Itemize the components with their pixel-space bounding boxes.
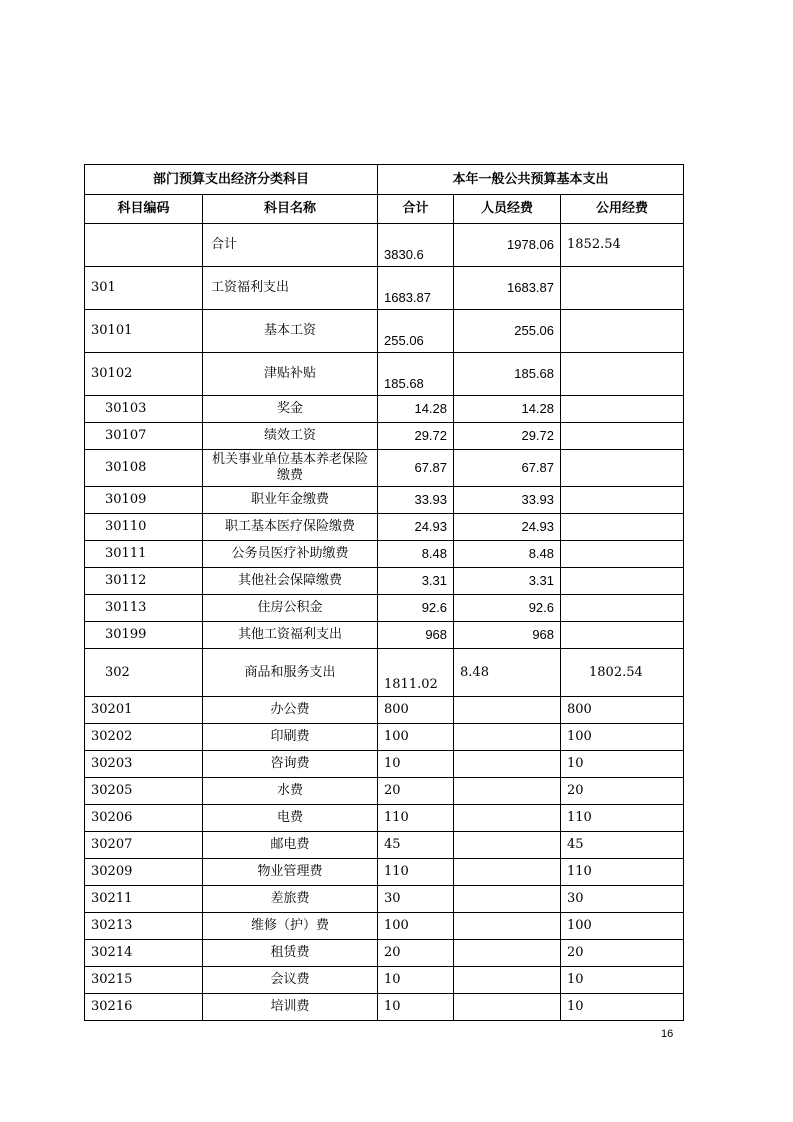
row-personnel: 92.6 bbox=[454, 595, 561, 622]
row-public: 20 bbox=[561, 940, 684, 967]
row-public bbox=[561, 487, 684, 514]
row-personnel bbox=[454, 778, 561, 805]
row-public: 110 bbox=[561, 859, 684, 886]
row-name: 印刷费 bbox=[203, 724, 378, 751]
row-code: 30216 bbox=[85, 994, 203, 1021]
table-row bbox=[85, 267, 684, 310]
row-public bbox=[561, 450, 684, 487]
row-code: 30109 bbox=[85, 487, 203, 514]
row-total: 92.6 bbox=[378, 595, 454, 622]
row-name: 电费 bbox=[203, 805, 378, 832]
row-public: 30 bbox=[561, 886, 684, 913]
row-total: 110 bbox=[378, 859, 454, 886]
header-basic-expenditure: 本年一般公共预算基本支出 bbox=[378, 165, 684, 195]
row-name: 办公费 bbox=[203, 697, 378, 724]
table-row bbox=[85, 487, 684, 514]
row-name: 合计 bbox=[203, 224, 378, 267]
table-row bbox=[85, 224, 684, 267]
page-number: 16 bbox=[661, 1028, 674, 1040]
row-name: 商品和服务支出 bbox=[203, 649, 378, 697]
row-code: 30201 bbox=[85, 697, 203, 724]
row-total: 968 bbox=[378, 622, 454, 649]
column-header-public: 公用经费 bbox=[561, 195, 684, 224]
row-personnel bbox=[454, 697, 561, 724]
row-total: 3.31 bbox=[378, 568, 454, 595]
row-total: 30 bbox=[378, 886, 454, 913]
row-name: 水费 bbox=[203, 778, 378, 805]
row-code: 30213 bbox=[85, 913, 203, 940]
table-row bbox=[85, 724, 684, 751]
row-total: 1683.87 bbox=[378, 267, 454, 310]
row-name: 职工基本医疗保险缴费 bbox=[203, 514, 378, 541]
table-row bbox=[85, 622, 684, 649]
row-name: 咨询费 bbox=[203, 751, 378, 778]
row-total: 10 bbox=[378, 967, 454, 994]
row-total: 20 bbox=[378, 778, 454, 805]
row-total: 14.28 bbox=[378, 396, 454, 423]
row-personnel bbox=[454, 994, 561, 1021]
row-personnel: 8.48 bbox=[454, 541, 561, 568]
row-public bbox=[561, 595, 684, 622]
row-name: 会议费 bbox=[203, 967, 378, 994]
row-personnel bbox=[454, 751, 561, 778]
table-row bbox=[85, 967, 684, 994]
row-total: 45 bbox=[378, 832, 454, 859]
row-code: 30207 bbox=[85, 832, 203, 859]
row-name: 津贴补贴 bbox=[203, 353, 378, 396]
row-code: 30202 bbox=[85, 724, 203, 751]
row-code: 30103 bbox=[85, 396, 203, 423]
row-name: 其他工资福利支出 bbox=[203, 622, 378, 649]
table-row bbox=[85, 649, 684, 697]
row-total: 29.72 bbox=[378, 423, 454, 450]
row-public: 1802.54 bbox=[561, 649, 684, 697]
row-total: 33.93 bbox=[378, 487, 454, 514]
row-personnel bbox=[454, 859, 561, 886]
row-personnel: 8.48 bbox=[454, 649, 561, 697]
row-public: 45 bbox=[561, 832, 684, 859]
row-personnel: 24.93 bbox=[454, 514, 561, 541]
row-name: 物业管理费 bbox=[203, 859, 378, 886]
row-total: 20 bbox=[378, 940, 454, 967]
row-code: 30101 bbox=[85, 310, 203, 353]
row-code: 302 bbox=[85, 649, 203, 697]
row-code: 30209 bbox=[85, 859, 203, 886]
row-total: 67.87 bbox=[378, 450, 454, 487]
row-personnel: 33.93 bbox=[454, 487, 561, 514]
table-row bbox=[85, 994, 684, 1021]
row-public bbox=[561, 267, 684, 310]
row-name: 绩效工资 bbox=[203, 423, 378, 450]
column-header-name: 科目名称 bbox=[203, 195, 378, 224]
row-code: 30211 bbox=[85, 886, 203, 913]
row-code: 30206 bbox=[85, 805, 203, 832]
row-total: 800 bbox=[378, 697, 454, 724]
row-personnel bbox=[454, 724, 561, 751]
row-public bbox=[561, 514, 684, 541]
row-code: 30111 bbox=[85, 541, 203, 568]
table-row bbox=[85, 886, 684, 913]
row-personnel: 1978.06 bbox=[454, 224, 561, 267]
row-public bbox=[561, 568, 684, 595]
table-row bbox=[85, 697, 684, 724]
column-header-personnel: 人员经费 bbox=[454, 195, 561, 224]
row-public: 10 bbox=[561, 967, 684, 994]
row-name: 公务员医疗补助缴费 bbox=[203, 541, 378, 568]
row-name: 职业年金缴费 bbox=[203, 487, 378, 514]
row-public bbox=[561, 541, 684, 568]
row-code: 30205 bbox=[85, 778, 203, 805]
row-personnel: 255.06 bbox=[454, 310, 561, 353]
row-personnel: 67.87 bbox=[454, 450, 561, 487]
table-row bbox=[85, 595, 684, 622]
table-row bbox=[85, 859, 684, 886]
row-total: 255.06 bbox=[378, 310, 454, 353]
row-total: 100 bbox=[378, 913, 454, 940]
table-row bbox=[85, 940, 684, 967]
row-total: 24.93 bbox=[378, 514, 454, 541]
row-total: 10 bbox=[378, 994, 454, 1021]
row-name: 邮电费 bbox=[203, 832, 378, 859]
row-code: 30214 bbox=[85, 940, 203, 967]
row-personnel: 1683.87 bbox=[454, 267, 561, 310]
row-public bbox=[561, 396, 684, 423]
row-total: 185.68 bbox=[378, 353, 454, 396]
column-header-total: 合计 bbox=[378, 195, 454, 224]
row-public bbox=[561, 353, 684, 396]
budget-table bbox=[84, 164, 684, 1021]
row-public: 20 bbox=[561, 778, 684, 805]
table-row bbox=[85, 514, 684, 541]
row-code: 30203 bbox=[85, 751, 203, 778]
row-public bbox=[561, 310, 684, 353]
row-public bbox=[561, 423, 684, 450]
table-row bbox=[85, 396, 684, 423]
table-row bbox=[85, 423, 684, 450]
row-personnel: 3.31 bbox=[454, 568, 561, 595]
row-personnel bbox=[454, 886, 561, 913]
row-public: 800 bbox=[561, 697, 684, 724]
row-total: 110 bbox=[378, 805, 454, 832]
table-row bbox=[85, 450, 684, 487]
row-public: 10 bbox=[561, 994, 684, 1021]
row-code bbox=[85, 224, 203, 267]
row-code: 30113 bbox=[85, 595, 203, 622]
row-name: 奖金 bbox=[203, 396, 378, 423]
row-personnel: 968 bbox=[454, 622, 561, 649]
table-row bbox=[85, 751, 684, 778]
row-total: 3830.6 bbox=[378, 224, 454, 267]
row-total: 10 bbox=[378, 751, 454, 778]
row-public: 10 bbox=[561, 751, 684, 778]
table-row bbox=[85, 541, 684, 568]
row-personnel bbox=[454, 940, 561, 967]
row-code: 30107 bbox=[85, 423, 203, 450]
table-row bbox=[85, 913, 684, 940]
table-row bbox=[85, 805, 684, 832]
row-name: 其他社会保障缴费 bbox=[203, 568, 378, 595]
row-public: 100 bbox=[561, 724, 684, 751]
row-total: 8.48 bbox=[378, 541, 454, 568]
table-row bbox=[85, 778, 684, 805]
row-public: 100 bbox=[561, 913, 684, 940]
row-name: 工资福利支出 bbox=[203, 267, 378, 310]
row-personnel: 14.28 bbox=[454, 396, 561, 423]
row-public: 1852.54 bbox=[561, 224, 684, 267]
row-public: 110 bbox=[561, 805, 684, 832]
row-name: 租赁费 bbox=[203, 940, 378, 967]
table-row bbox=[85, 353, 684, 396]
row-personnel bbox=[454, 805, 561, 832]
row-code: 30108 bbox=[85, 450, 203, 487]
row-total: 1811.02 bbox=[378, 649, 454, 697]
row-code: 301 bbox=[85, 267, 203, 310]
row-total: 100 bbox=[378, 724, 454, 751]
row-name: 差旅费 bbox=[203, 886, 378, 913]
row-code: 30112 bbox=[85, 568, 203, 595]
row-code: 30199 bbox=[85, 622, 203, 649]
table-row bbox=[85, 568, 684, 595]
table-row bbox=[85, 310, 684, 353]
row-name: 培训费 bbox=[203, 994, 378, 1021]
row-personnel bbox=[454, 832, 561, 859]
row-public bbox=[561, 622, 684, 649]
row-code: 30215 bbox=[85, 967, 203, 994]
row-name: 维修（护）费 bbox=[203, 913, 378, 940]
row-personnel bbox=[454, 967, 561, 994]
row-name: 住房公积金 bbox=[203, 595, 378, 622]
row-name: 基本工资 bbox=[203, 310, 378, 353]
row-personnel: 185.68 bbox=[454, 353, 561, 396]
row-name: 机关事业单位基本养老保险缴费 bbox=[203, 450, 378, 487]
table-row bbox=[85, 832, 684, 859]
row-code: 30110 bbox=[85, 514, 203, 541]
column-header-code: 科目编码 bbox=[85, 195, 203, 224]
row-personnel: 29.72 bbox=[454, 423, 561, 450]
header-economic-classification: 部门预算支出经济分类科目 bbox=[85, 165, 378, 195]
row-personnel bbox=[454, 913, 561, 940]
row-code: 30102 bbox=[85, 353, 203, 396]
